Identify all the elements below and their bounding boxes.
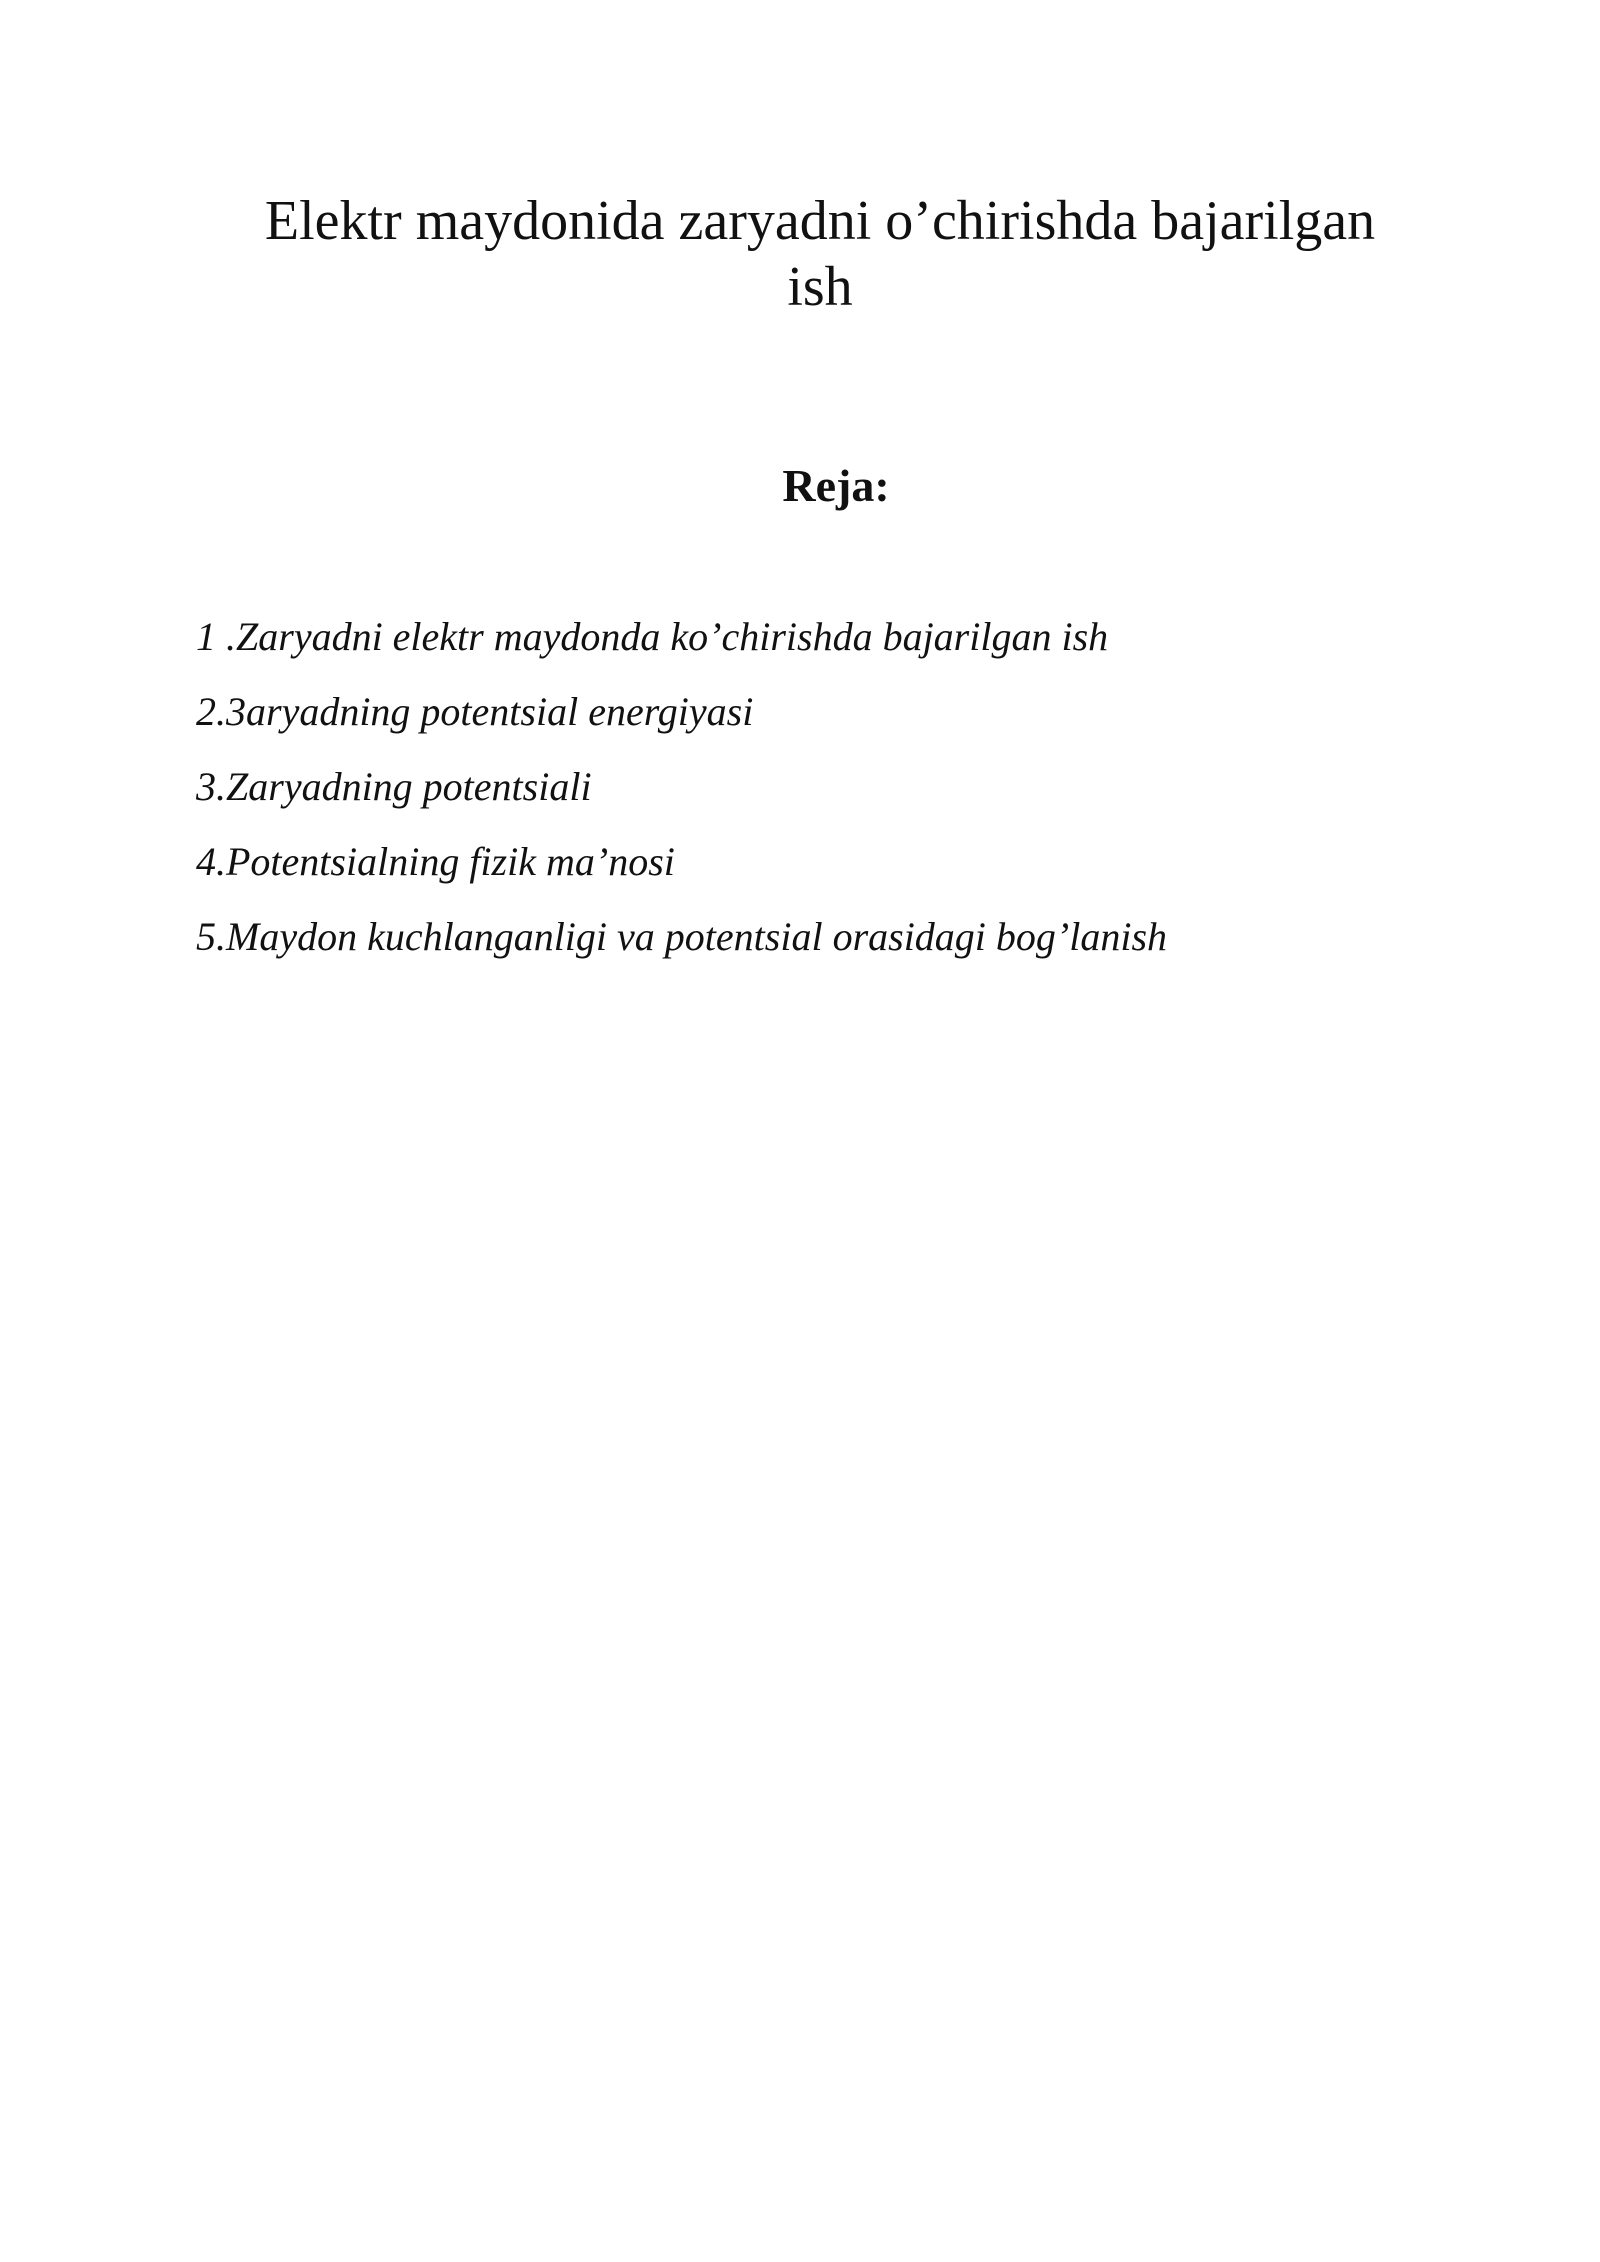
plan-list: [196, 613, 1167, 988]
plan-item-5: 5.Maydon kuchlanganligi va potentsial orasidagi bog’lanish: [196, 914, 1168, 959]
plan-item-3: 3.Zaryadning potentsiali: [196, 764, 592, 809]
document-title-line-1: Elektr maydonida zaryadni o’chirishda bajarilgan: [264, 190, 1376, 252]
plan-item-4: 4.Potentsialning fizik ma’nosi: [196, 839, 675, 884]
document-title: [180, 188, 1460, 320]
plan-heading: Reja:: [782, 460, 890, 511]
plan-item-1: 1 .Zaryadni elektr maydonda ko’chirishda bajarilgan ish: [196, 614, 1109, 659]
plan-item-2: 2.3aryadning potentsial energiyasi: [196, 689, 754, 734]
document-title-line-2: ish: [787, 256, 853, 318]
